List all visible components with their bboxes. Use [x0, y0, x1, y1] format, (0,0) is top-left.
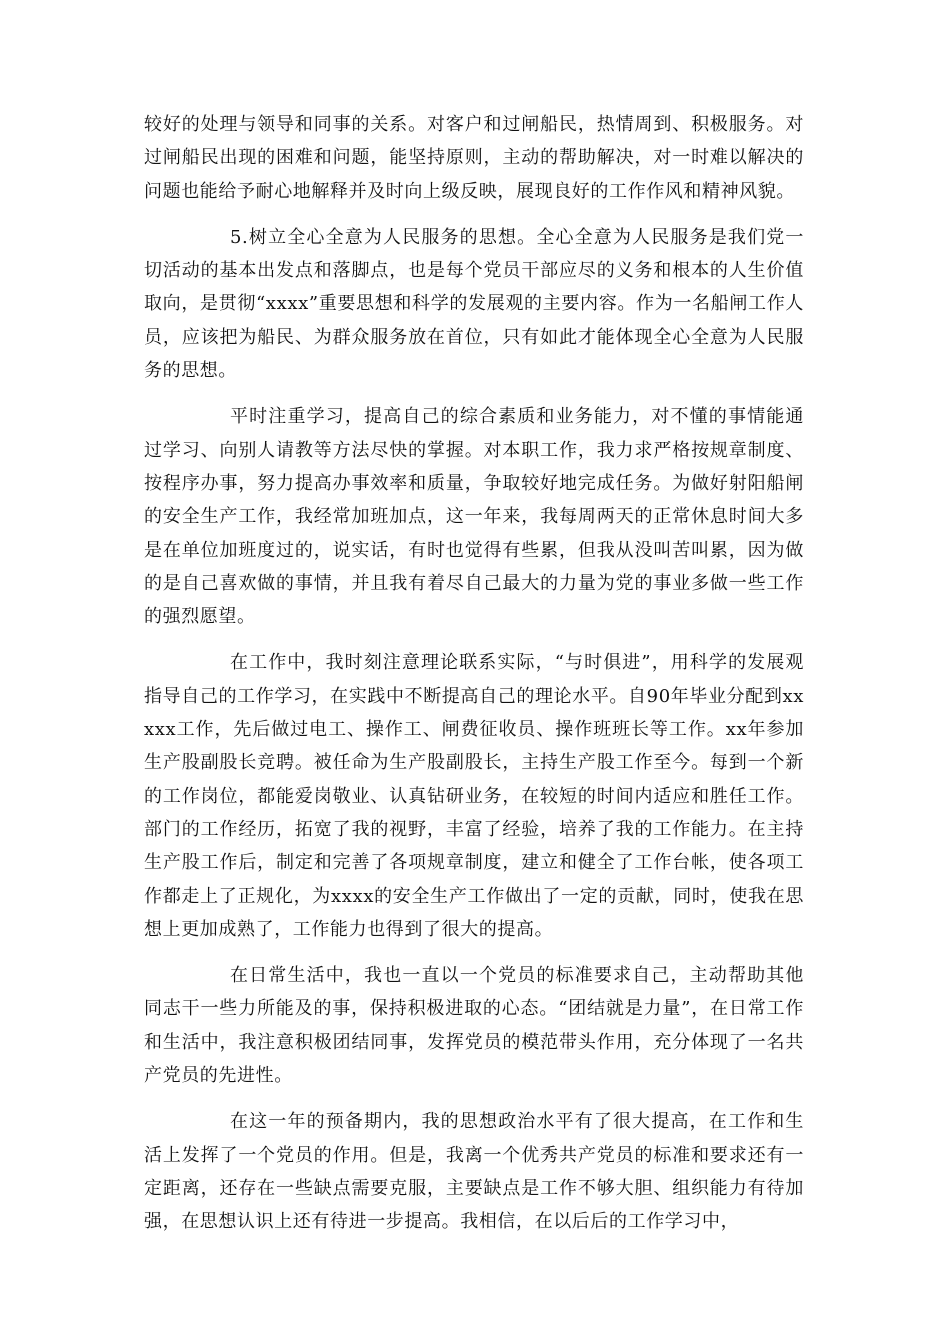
- paragraph-study: 平时注重学习，提高自己的综合素质和业务能力，对不懂的事情能通过学习、向别人请教等方法尽快的掌握。对本职工作，我力求严格按规章制度、按程序办事，努力提高办事效率和质量，争取较好地完成任务。为做好射阳船闸的安全生产工作，我经常加班加点，这一年来，我每周两天的正常休息时间大多是在单位加班度过的，说实话，有时也觉得有些累，但我从没叫苦叫累，因为做的是自己喜欢做的事情，并且我有着尽自己最大的力量为党的事业多做一些工作的强烈愿望。: [144, 406, 804, 628]
- paragraph-serve-people: 5.树立全心全意为人民服务的思想。全心全意为人民服务是我们党一切活动的基本出发点和落脚点，也是每个党员干部应尽的义务和根本的人生价值取向，是贯彻“xxxx”重要思想和科学的发展观的主要内容。作为一名船闸工作人员，应该把为船民、为群众服务放在首位，只有如此才能体现全心全意为人民服务的思想。: [144, 226, 804, 382]
- document-page: [144, 108, 804, 1239]
- paragraph-relations: 较好的处理与领导和同事的关系。对客户和过闸船民，热情周到、积极服务。对过闸船民出现的困难和问题，能坚持原则，主动的帮助解决，对一时难以解决的问题也能给予耐心地解释并及时向上级反映，展现良好的工作作风和精神风貌。: [144, 114, 804, 202]
- paragraph-probation: 在这一年的预备期内，我的思想政治水平有了很大提高，在工作和生活上发挥了一个党员的作用。但是，我离一个优秀共产党员的标准和要求还有一定距离，还存在一些缺点需要克服，主要缺点是工作不够大胆、组织能力有待加强，在思想认识上还有待进一步提高。我相信，在以后后的工作学习中，: [144, 1111, 804, 1233]
- paragraph-daily-life: 在日常生活中，我也一直以一个党员的标准要求自己，主动帮助其他同志干一些力所能及的事，保持积极进取的心态。“团结就是力量”，在日常工作和生活中，我注意积极团结同事，发挥党员的模范带头作用，充分体现了一名共产党员的先进性。: [144, 965, 804, 1087]
- paragraph-work-experience: 在工作中，我时刻注意理论联系实际，“与时俱进”，用科学的发展观指导自己的工作学习，在实践中不断提高自己的理论水平。自90年毕业分配到xxxxx工作，先后做过电工、操作工、闸费征收员、操作班班长等工作。xx年参加生产股副股长竞聘。被任命为生产股副股长，主持生产股工作至今。每到一个新的工作岗位，都能爱岗敬业、认真钻研业务，在较短的时间内适应和胜任工作。部门的工作经历，拓宽了我的视野，丰富了经验，培养了我的工作能力。在主持生产股工作后，制定和完善了各项规章制度，建立和健全了工作台帐，使各项工作都走上了正规化，为xxxx的安全生产工作做出了一定的贡献，同时，使我在思想上更加成熟了，工作能力也得到了很大的提高。: [144, 652, 804, 940]
